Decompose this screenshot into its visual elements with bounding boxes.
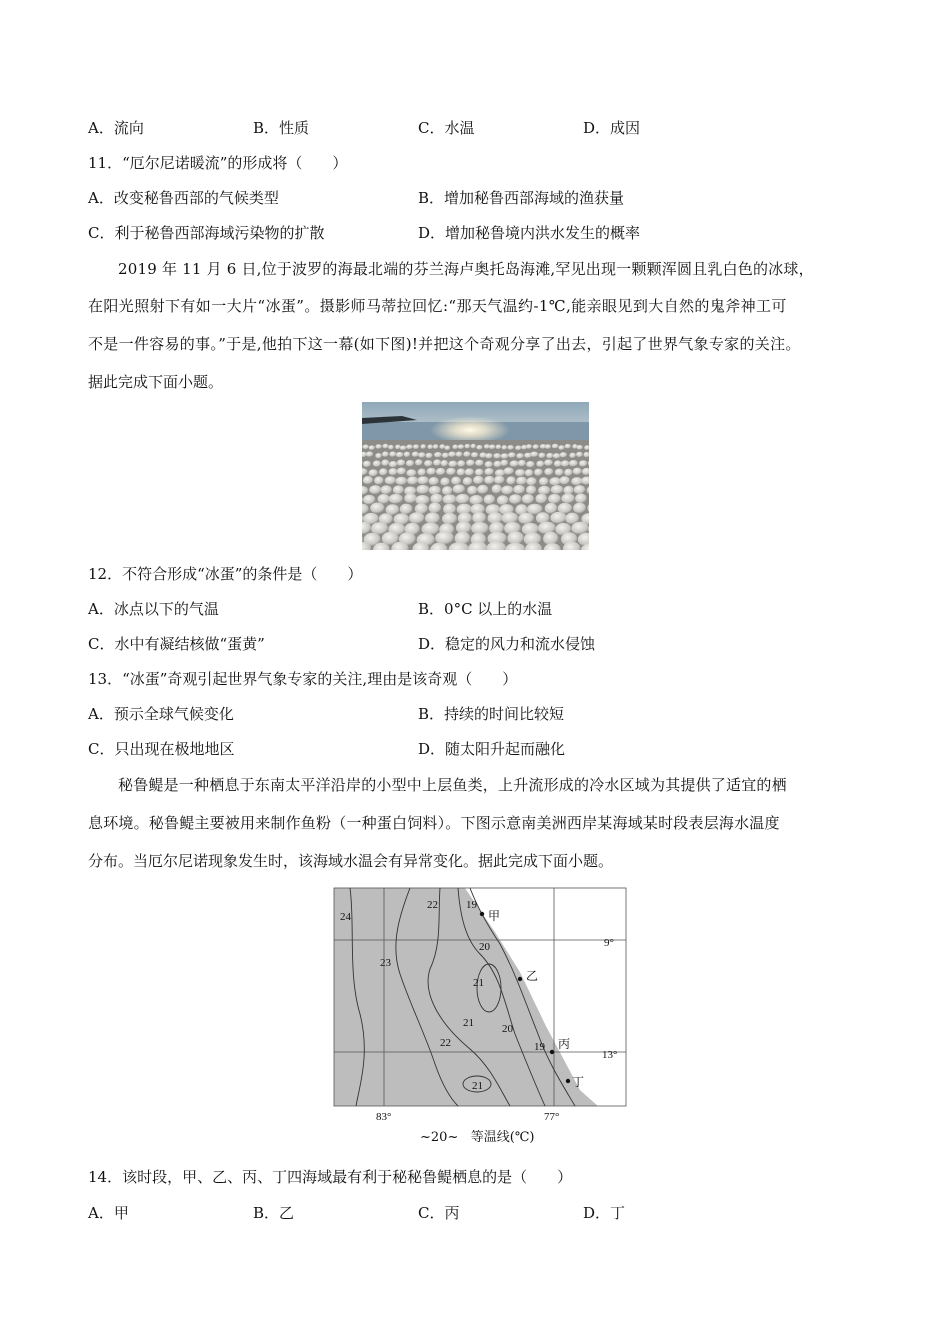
isotherm-label-23: 23 <box>380 957 391 969</box>
lon-label-77: 77° <box>544 1111 560 1123</box>
q10-option-b: B．性质 <box>253 119 310 137</box>
q12-option-a: A．冰点以下的气温 <box>88 600 219 618</box>
q10-option-a: A．流向 <box>88 119 144 137</box>
q13-option-c: C．只出现在极地地区 <box>88 740 235 758</box>
passage1-line-2: 在阳光照射下有如一大片“冰蛋”。摄影师马蒂拉回忆:“那天气温约-1℃,能亲眼见到大自然的鬼斧神工可 <box>88 297 787 315</box>
q12-option-b: B．0°C 以上的水温 <box>418 600 553 618</box>
isotherm-label-19-south: 19 <box>534 1041 545 1053</box>
isotherm-label-21-center: 21 <box>473 977 484 989</box>
q12-option-c: C．水中有凝结核做“蛋黄” <box>88 635 265 653</box>
lon-label-83: 83° <box>376 1111 392 1123</box>
passage1-line-1: 2019 年 11 月 6 日,位于波罗的海最北端的芬兰海卢奥托岛海滩,罕见出现一颗颗浑圆且乳白色的冰球， <box>118 260 814 278</box>
passage2-line-1: 秘鲁鳀是一种栖息于东南太平洋沿岸的小型中上层鱼类，上升流形成的冷水区域为其提供了适宜的栖 <box>118 776 787 794</box>
q13-option-b: B．持续的时间比较短 <box>418 705 565 723</box>
legend-sample: ~20~ <box>420 1130 459 1145</box>
legend-text: 等温线(℃) <box>470 1130 535 1145</box>
q11-option-a: A．改变秘鲁西部的气候类型 <box>88 189 279 207</box>
lat-label-13: 13° <box>602 1049 618 1061</box>
isotherm-label-20-south: 20 <box>502 1023 513 1035</box>
passage2-line-2: 息环境。秘鲁鳀主要被用来制作鱼粉（一种蛋白饲料）。下图示意南美洲西岸某海域某时段表层海水温度 <box>88 814 780 832</box>
isotherm-label-22-south: 22 <box>440 1037 451 1049</box>
map-legend <box>420 1126 534 1145</box>
q14-option-a: A．甲 <box>88 1204 129 1222</box>
ice-eggs-photo <box>362 402 589 550</box>
lat-label-9: 9° <box>604 937 614 949</box>
q10-option-d: D．成因 <box>583 119 641 137</box>
q11-option-c: C．利于秘鲁西部海域污染物的扩散 <box>88 224 325 242</box>
place-bing: 丙 <box>558 1037 571 1051</box>
passage1-line-3: 不是一件容易的事。”于是,他拍下这一幕(如下图)!并把这个奇观分享了出去，引起了世界气象专家的关注。 <box>88 335 801 353</box>
isotherm-label-24: 24 <box>340 911 351 923</box>
isotherm-label-22-north: 22 <box>427 899 438 911</box>
q11-stem: 11．“厄尔尼诺暖流”的形成将（ ） <box>88 154 348 172</box>
isotherm-label-20-north: 20 <box>479 941 490 953</box>
q13-option-d: D．随太阳升起而融化 <box>418 740 566 758</box>
q13-stem: 13．“冰蛋”奇观引起世界气象专家的关注,理由是该奇观（ ） <box>88 670 518 688</box>
isotherm-label-19-north: 19 <box>466 899 477 911</box>
place-jia: 甲 <box>488 909 501 923</box>
isotherm-map <box>330 884 630 1124</box>
q11-option-d: D．增加秘鲁境内洪水发生的概率 <box>418 224 641 242</box>
legend-sample-value: 20 <box>430 1130 448 1145</box>
q14-option-c: C．丙 <box>418 1204 460 1222</box>
q13-option-a: A．预示全球气候变化 <box>88 705 234 723</box>
isotherm-label-21-bottom: 21 <box>472 1080 483 1092</box>
place-ding: 丁 <box>572 1075 585 1089</box>
passage2-line-3: 分布。当厄尔尼诺现象发生时，该海域水温会有异常变化。据此完成下面小题。 <box>88 852 614 870</box>
passage1-line-4: 据此完成下面小题。 <box>88 373 224 391</box>
q14-stem: 14．该时段，甲、乙、丙、丁四海域最有利于秘秘鲁鳀栖息的是（ ） <box>88 1168 573 1186</box>
q14-option-b: B．乙 <box>253 1204 295 1222</box>
q11-option-b: B．增加秘鲁西部海域的渔获量 <box>418 189 625 207</box>
q12-option-d: D．稳定的风力和流水侵蚀 <box>418 635 596 653</box>
q14-option-d: D．丁 <box>583 1204 626 1222</box>
q10-option-c: C．水温 <box>418 119 475 137</box>
q12-stem: 12．不符合形成“冰蛋”的条件是（ ） <box>88 565 363 583</box>
isotherm-label-21-south: 21 <box>463 1017 474 1029</box>
place-yi: 乙 <box>526 969 539 983</box>
